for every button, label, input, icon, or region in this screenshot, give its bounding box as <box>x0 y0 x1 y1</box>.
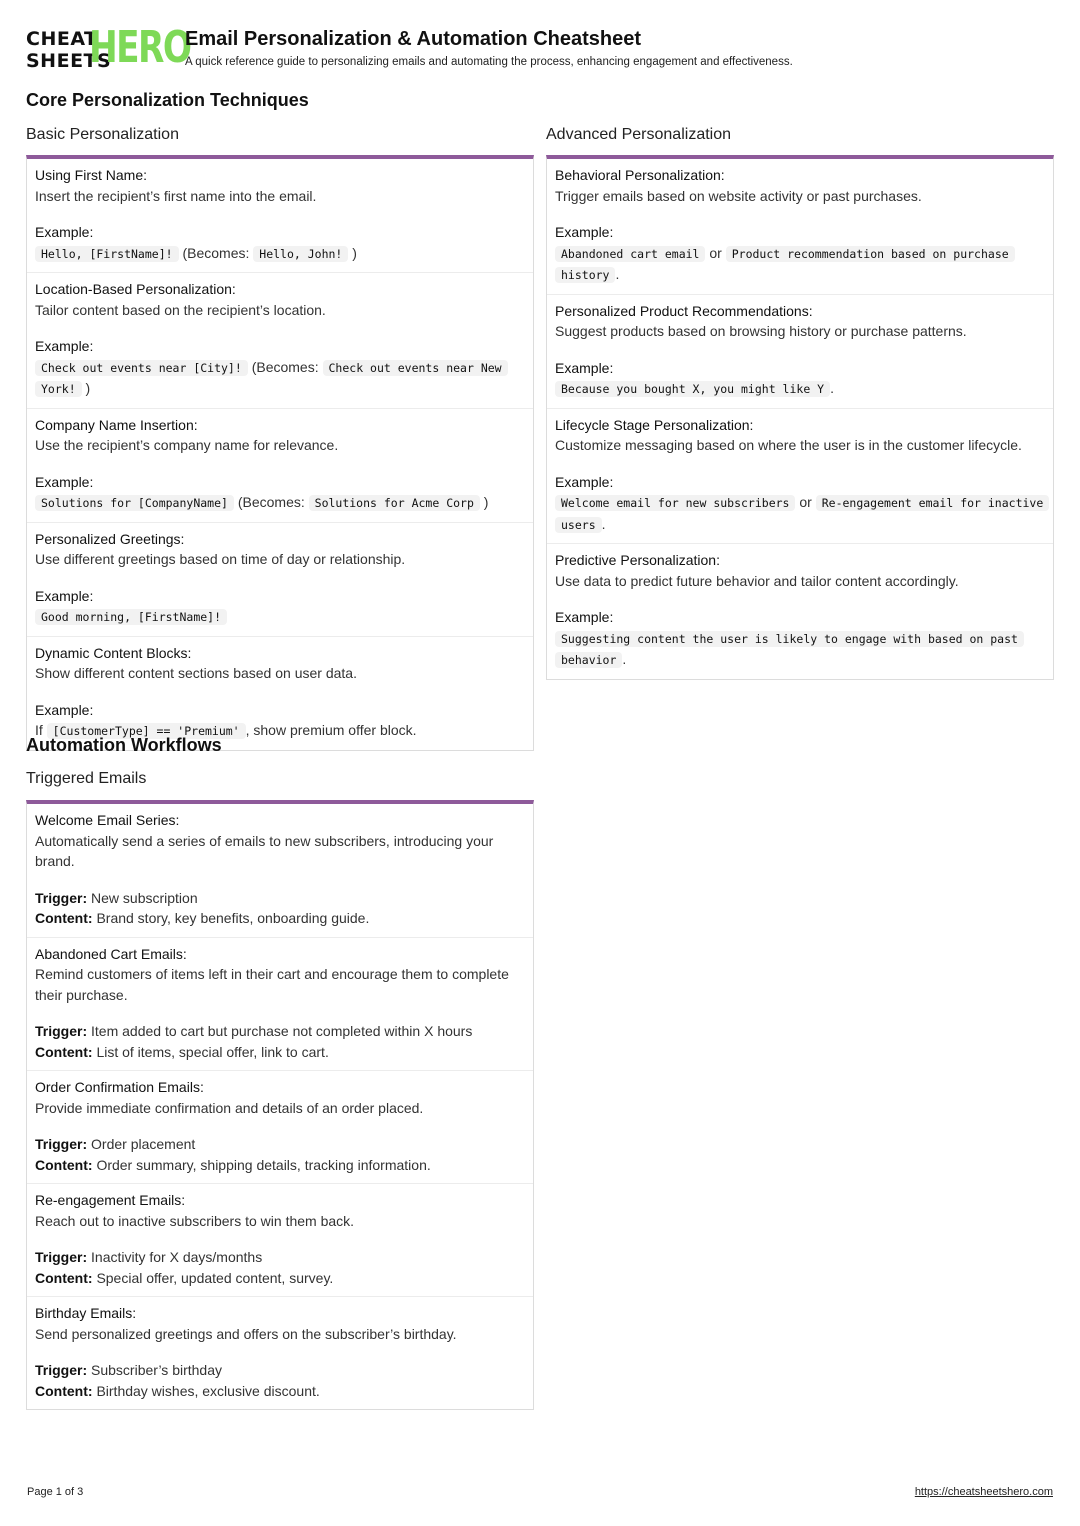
section-title-core: Core Personalization Techniques <box>26 90 309 110</box>
period-text: . <box>601 515 606 532</box>
trigger-label: Trigger: <box>35 1362 88 1378</box>
item-description: Use the recipient’s company name for relevance. <box>35 437 339 453</box>
or-text: or <box>799 494 812 510</box>
period-text: . <box>622 651 627 667</box>
trigger-line <box>35 1247 525 1268</box>
item-title: Personalized Product Recommendations: <box>555 302 813 319</box>
item-description: Suggest products based on browsing history or purchase patterns. <box>555 323 967 339</box>
trigger-value: Subscriber’s birthday <box>91 1362 223 1378</box>
trigger-line <box>35 1360 525 1381</box>
list-item <box>27 938 533 1072</box>
example-line <box>555 628 1045 671</box>
content-line <box>35 908 525 929</box>
code-snippet: Good morning, [FirstName]! <box>35 609 227 625</box>
example-line <box>555 378 1045 400</box>
item-description: Provide immediate confirmation and details of an order placed. <box>35 1099 424 1116</box>
card-title-triggered: Triggered Emails <box>26 770 147 787</box>
list-item <box>27 523 533 637</box>
trigger-line <box>35 1021 525 1042</box>
becomes-text: (Becomes: <box>237 494 305 510</box>
code-snippet: Hello, John! <box>253 246 348 262</box>
header <box>26 22 1056 76</box>
card-advanced-personalization <box>546 155 1054 680</box>
list-item <box>547 295 1053 409</box>
trigger-line <box>35 888 525 909</box>
item-title: Predictive Personalization: <box>555 552 720 568</box>
card-title-basic: Basic Personalization <box>26 126 179 143</box>
item-title: Lifecycle Stage Personalization: <box>555 416 754 433</box>
example-line <box>35 357 525 400</box>
code-snippet: Abandoned cart email <box>555 246 705 262</box>
content-value: List of items, special offer, link to cart. <box>96 1043 329 1060</box>
becomes-text: (Becomes: <box>251 358 319 375</box>
item-description: Remind customers of items left in their cart and encourage them to complete their purchase. <box>35 966 509 1003</box>
page-number: Page 1 of 3 <box>27 1486 84 1498</box>
code-snippet: Because you bought X, you might like Y <box>555 381 830 397</box>
trigger-label: Trigger: <box>35 1136 88 1152</box>
logo-hero-text: HERO <box>89 22 191 73</box>
trigger-label: Trigger: <box>35 1249 88 1265</box>
code-snippet: Solutions for Acme Corp <box>309 495 480 511</box>
content-line <box>35 1155 525 1176</box>
item-description: Insert the recipient’s first name into the email. <box>35 187 317 204</box>
content-value: Order summary, shipping details, tracking information. <box>96 1156 431 1173</box>
content-line <box>35 1268 525 1289</box>
list-item <box>27 1297 533 1409</box>
item-title: Order Confirmation Emails: <box>35 1079 204 1095</box>
list-item <box>27 637 533 750</box>
card-title-advanced: Advanced Personalization <box>546 126 732 143</box>
list-item <box>27 409 533 523</box>
item-description: Customize messaging based on where the user is in the customer lifecycle. <box>555 437 1022 453</box>
code-snippet: Product recommendation based on purchase history <box>555 246 1015 284</box>
list-item <box>27 273 533 409</box>
logo-sheets-text: SHEETS <box>26 50 112 72</box>
becomes-text: (Becomes: <box>182 244 250 261</box>
example-line <box>555 492 1045 535</box>
item-description: Reach out to inactive subscribers to win them back. <box>35 1212 355 1229</box>
content-value: Birthday wishes, exclusive discount. <box>96 1382 320 1399</box>
item-description: Show different content sections based on user data. <box>35 665 357 681</box>
item-title: Using First Name: <box>35 167 148 183</box>
if-text: If <box>35 722 43 738</box>
code-snippet: Hello, [FirstName]! <box>35 246 179 262</box>
example-line <box>555 243 1045 286</box>
item-title: Abandoned Cart Emails: <box>35 945 187 962</box>
example-label: Example: <box>35 224 94 240</box>
item-title: Welcome Email Series: <box>35 812 180 828</box>
trigger-value: Order placement <box>91 1136 196 1152</box>
list-item <box>547 409 1053 545</box>
item-description: Send personalized greetings and offers on the subscriber’s birthday. <box>35 1325 457 1342</box>
content-label: Content: <box>35 1382 93 1399</box>
code-snippet: Check out events near [City]! <box>35 360 248 376</box>
close-paren: ) <box>85 380 91 396</box>
code-snippet: Solutions for [CompanyName] <box>35 495 234 511</box>
example-suffix: , show premium offer block. <box>245 722 417 738</box>
example-label: Example: <box>35 701 94 718</box>
content-value: Brand story, key benefits, onboarding guide. <box>96 910 370 926</box>
code-snippet: Welcome email for new subscribers <box>555 495 795 511</box>
content-line <box>35 1042 525 1063</box>
example-label: Example: <box>35 338 94 354</box>
item-description: Trigger emails based on website activity or past purchases. <box>555 187 922 204</box>
trigger-line <box>35 1134 525 1155</box>
item-description: Automatically send a series of emails to new subscribers, introducing your brand. <box>35 832 494 869</box>
example-line <box>35 606 525 628</box>
item-title: Re-engagement Emails: <box>35 1192 186 1208</box>
period-text: . <box>615 266 620 282</box>
list-item <box>27 1184 533 1297</box>
list-item <box>27 1071 533 1184</box>
item-description: Use data to predict future behavior and tailor content accordingly. <box>555 572 959 589</box>
item-title: Personalized Greetings: <box>35 530 185 547</box>
example-label: Example: <box>35 587 94 604</box>
example-label: Example: <box>35 473 94 490</box>
code-snippet: Check out events near New York! <box>35 360 508 398</box>
example-label: Example: <box>555 359 614 376</box>
trigger-value: New subscription <box>91 889 198 906</box>
list-item <box>27 804 533 938</box>
trigger-label: Trigger: <box>35 1023 88 1039</box>
page-title: Email Personalization & Automation Cheatsheet <box>185 28 642 50</box>
item-title: Dynamic Content Blocks: <box>35 644 192 661</box>
example-label: Example: <box>555 224 614 240</box>
code-snippet: [CustomerType] == 'Premium' <box>47 723 246 739</box>
example-label: Example: <box>555 609 614 625</box>
footer-link[interactable]: https://cheatsheetshero.com <box>914 1486 1053 1498</box>
item-title: Behavioral Personalization: <box>555 167 725 183</box>
content-line <box>35 1381 525 1402</box>
logo-cheat-text: CHEAT <box>26 28 98 50</box>
code-snippet: Re-engagement email for inactive users <box>555 495 1049 533</box>
trigger-label: Trigger: <box>35 889 88 906</box>
item-description: Use different greetings based on time of day or relationship. <box>35 551 406 567</box>
section-title-automation: Automation Workflows <box>26 735 222 755</box>
content-value: Special offer, updated content, survey. <box>96 1269 334 1286</box>
card-basic-personalization <box>26 155 534 751</box>
list-item <box>547 159 1053 295</box>
code-snippet: Suggesting content the user is likely to engage with based on past behavior <box>555 631 1024 669</box>
list-item <box>27 159 533 273</box>
trigger-value: Item added to cart but purchase not completed within X hours <box>91 1023 473 1039</box>
page-subtitle: A quick reference guide to personalizing emails and automating the process, enhancing engagement and effectiveness. <box>185 56 793 68</box>
item-description: Tailor content based on the recipient’s location. <box>35 301 326 318</box>
content-label: Content: <box>35 910 93 926</box>
or-text: or <box>709 244 722 261</box>
content-label: Content: <box>35 1043 93 1060</box>
close-paren: ) <box>352 244 357 261</box>
list-item <box>547 544 1053 679</box>
example-line <box>35 243 525 265</box>
example-line <box>35 492 525 514</box>
content-label: Content: <box>35 1269 93 1286</box>
example-label: Example: <box>555 473 614 490</box>
close-paren: ) <box>483 494 489 510</box>
trigger-value: Inactivity for X days/months <box>91 1249 263 1265</box>
item-title: Location-Based Personalization: <box>35 281 236 297</box>
content-label: Content: <box>35 1156 93 1173</box>
cheatsheetshero-logo[interactable] <box>26 22 191 73</box>
item-title: Birthday Emails: <box>35 1305 137 1321</box>
item-title: Company Name Insertion: <box>35 416 198 433</box>
period-text: . <box>830 380 834 396</box>
card-triggered-emails <box>26 800 534 1410</box>
